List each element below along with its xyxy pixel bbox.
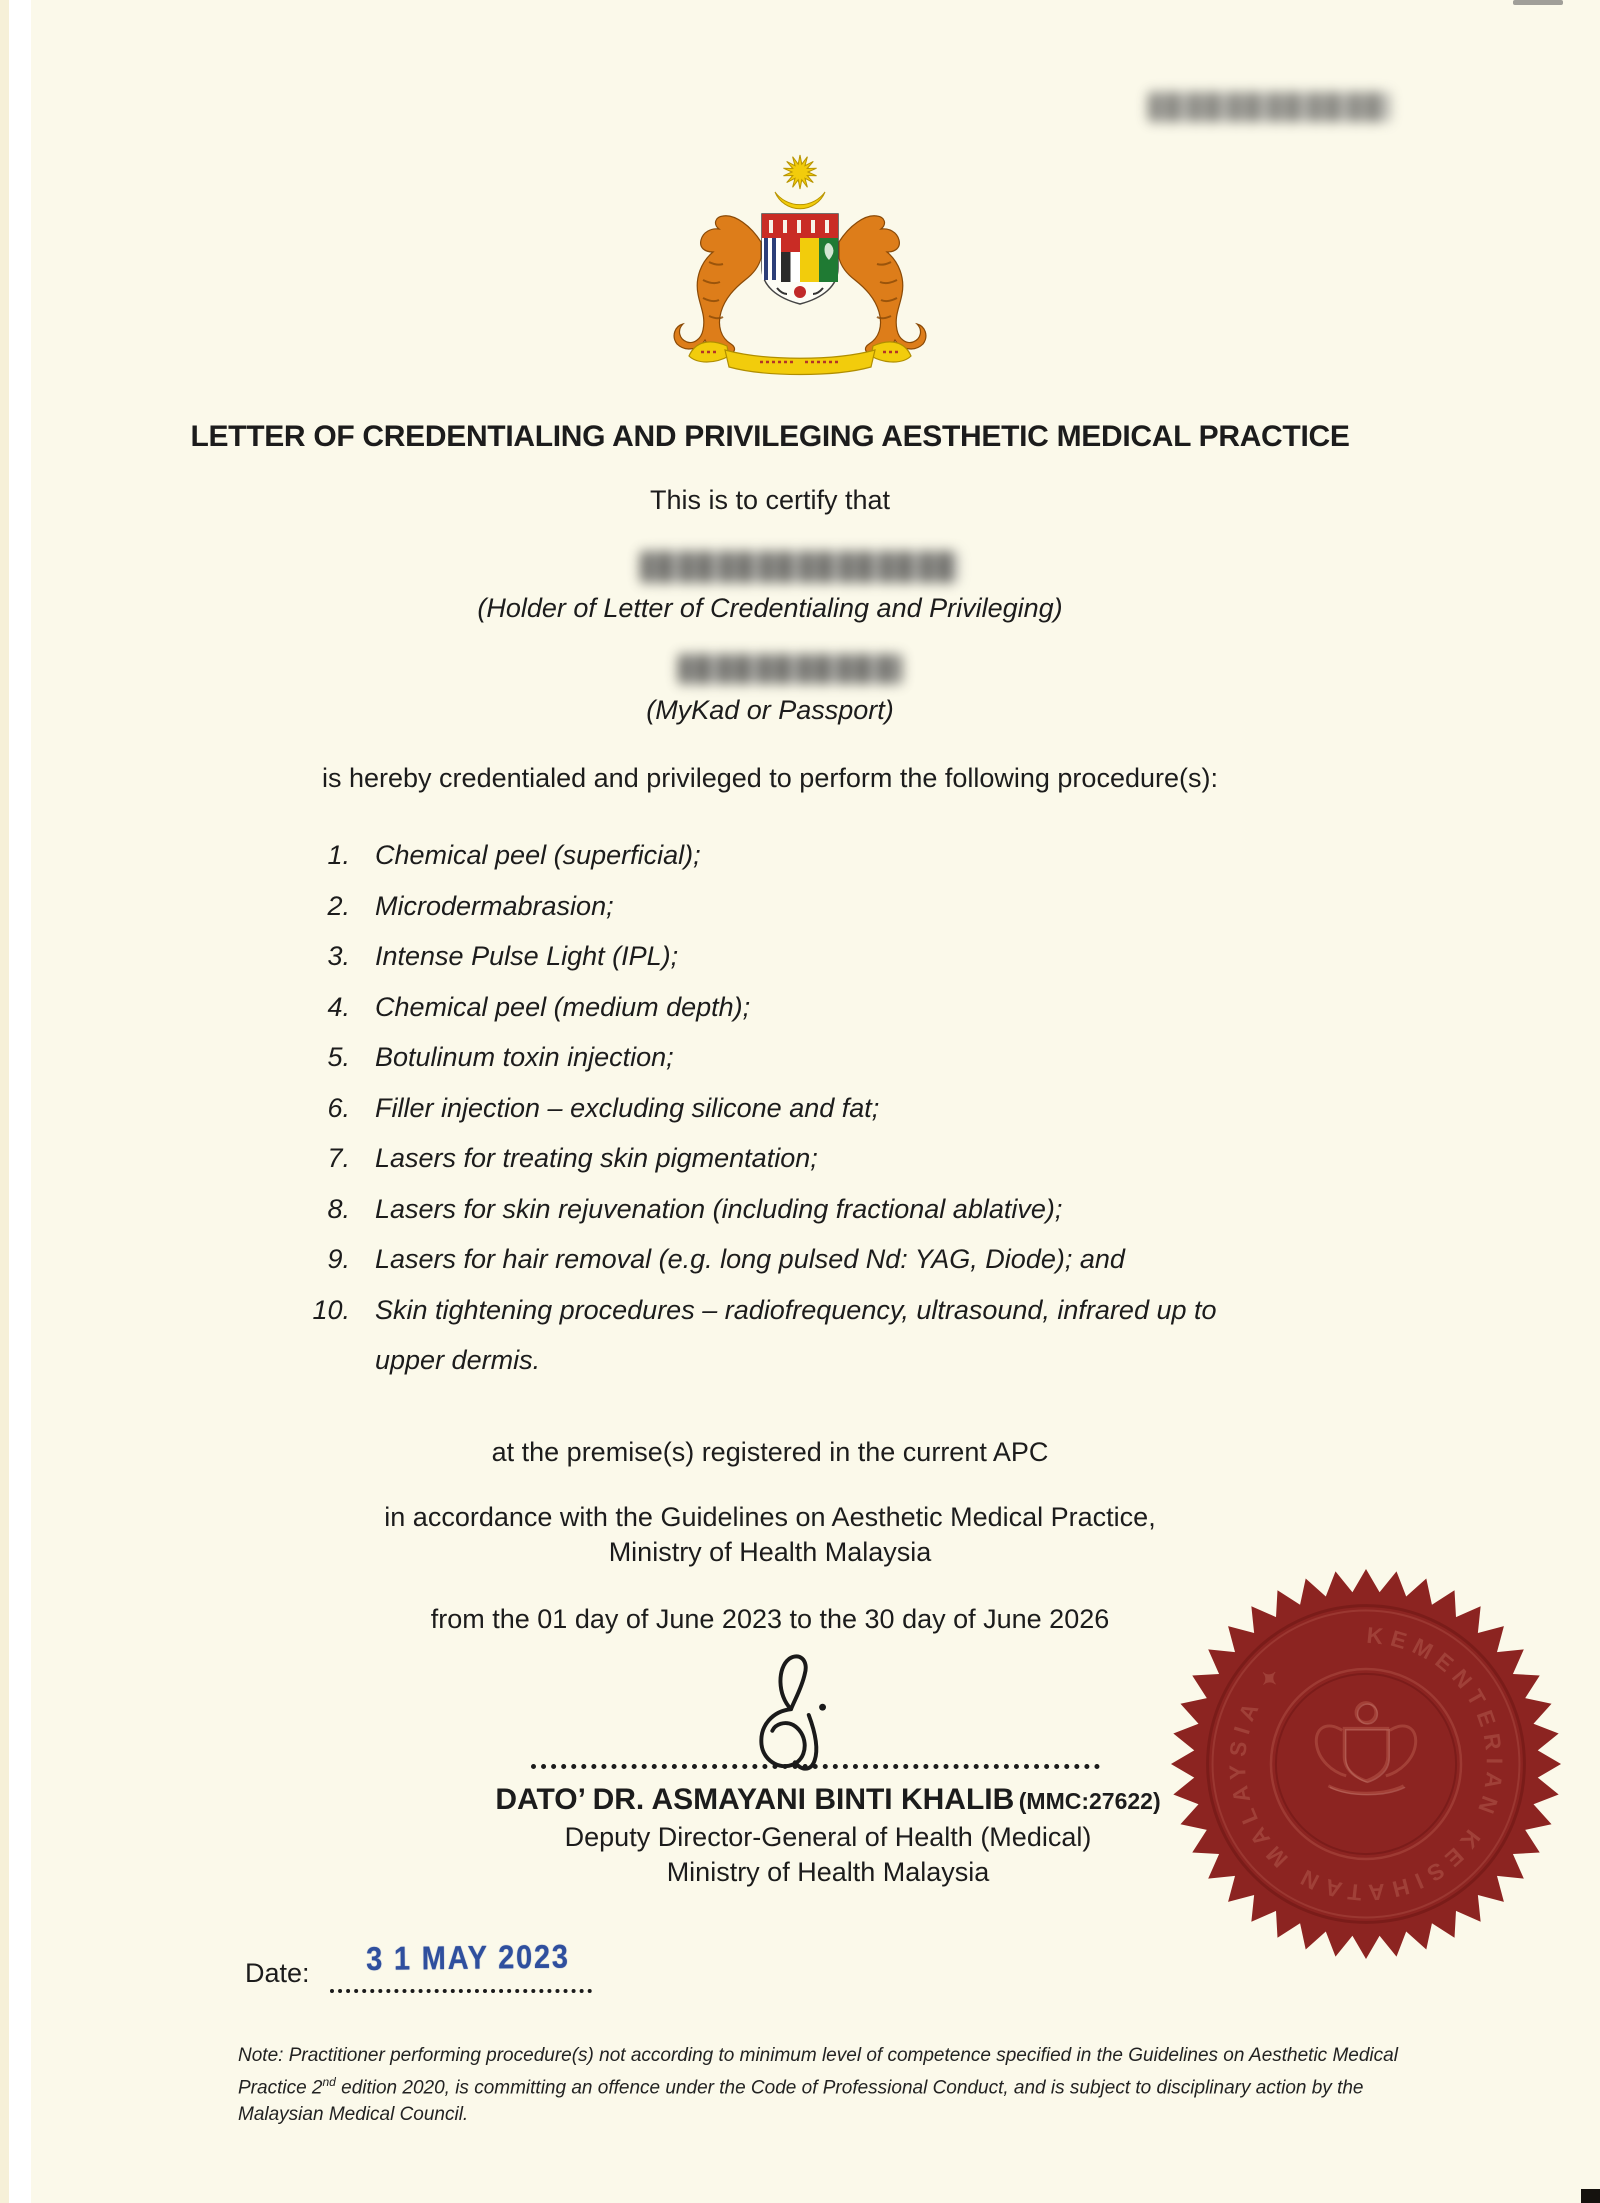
accordance-line-2: Ministry of Health Malaysia (608, 1537, 932, 1567)
procedure-number: 4. (327, 991, 350, 1022)
procedure-number: 7. (327, 1143, 350, 1173)
scan-edge-strip (0, 0, 9, 2203)
procedure-item (303, 931, 1363, 982)
id-caption: (MyKad or Passport) (646, 695, 894, 725)
procedure-number: 9. (327, 1244, 350, 1274)
crest-shield-icon (762, 214, 838, 304)
crest-crescent-icon (775, 192, 825, 209)
procedure-text: Lasers for skin rejuvenation (including fractional ablative); (375, 1193, 1063, 1224)
redacted-holder-name (640, 551, 958, 583)
document-title: LETTER OF CREDENTIALING AND PRIVILEGING AESTHETIC MEDICAL PRACTICE (190, 420, 1350, 453)
procedure-text: Chemical peel (superficial); (375, 840, 701, 870)
scan-corner-mark (1581, 2189, 1600, 2203)
procedure-item (303, 1032, 1363, 1083)
redacted-id-number (678, 654, 902, 684)
footer-note (238, 2042, 1400, 2128)
redacted-reference-code (1148, 92, 1390, 122)
procedure-item (303, 982, 1363, 1033)
procedure-number: 2. (327, 890, 350, 921)
crest-ribbon-icon (689, 342, 911, 375)
signatory-name: DATO’ DR. ASMAYANI BINTI KHALIB (495, 1783, 1015, 1816)
procedure-item (303, 1083, 1363, 1134)
premise-line: at the premise(s) registered in the current APC (491, 1437, 1049, 1467)
procedure-number: 8. (327, 1193, 350, 1224)
procedure-item (303, 1234, 1363, 1285)
ministry-embossed-seal (1168, 1566, 1564, 1962)
procedure-text: Lasers for treating skin pigmentation; (375, 1143, 818, 1173)
date-stamp: 3 1 MAY 2023 (366, 1937, 570, 1977)
procedure-number: 6. (327, 1092, 350, 1123)
procedures-list (303, 830, 1363, 1386)
procedure-number: 3. (327, 941, 350, 971)
procedure-text: Chemical peel (medium depth); (375, 991, 751, 1022)
crest-star-icon (783, 155, 816, 189)
procedure-text: Lasers for hair removal (e.g. long pulsed Nd: YAG, Diode); and (375, 1244, 1125, 1274)
signatory-ministry: Ministry of Health Malaysia (666, 1857, 990, 1887)
footer-note-text-cont: edition 2020, is committing an offence under the Code of Professional Conduct, and is subject to disciplinary action by the Malaysian Medical Council. (238, 2077, 1364, 2126)
procedure-item (303, 1184, 1363, 1235)
signature-dotted-line (531, 1736, 1100, 1769)
scan-edge-white-strip (9, 0, 31, 2203)
privilege-line: is hereby credentialed and privileged to perform the following procedure(s): (322, 763, 1218, 793)
signatory-mmc-number: (MMC:27622) (1018, 1788, 1161, 1814)
footer-note-text: Note: Practitioner performing procedure(s) not according to minimum level of competence specified in the Guidelines on Aesthetic Medical Practice 2 (238, 2045, 1398, 2099)
malaysia-coat-of-arms (665, 150, 935, 378)
certify-line: This is to certify that (649, 485, 891, 515)
footer-note-superscript: nd (322, 2075, 336, 2089)
procedure-text: Skin tightening procedures – radiofrequency, ultrasound, infrared up to upper dermis. (375, 1294, 1217, 1375)
procedure-text: Filler injection – excluding silicone and fat; (375, 1092, 880, 1123)
scan-smudge (1513, 0, 1563, 5)
procedure-text: Botulinum toxin injection; (375, 1042, 674, 1072)
validity-line: from the 01 day of June 2023 to the 30 day of June 2026 (430, 1604, 1110, 1634)
seal-text: KEMENTERIAN KESIHATAN MALAYSIA ✦ (1223, 1621, 1508, 1907)
date-label: Date: (245, 1958, 310, 1988)
procedure-item (303, 881, 1363, 932)
procedure-item (303, 830, 1363, 881)
procedure-number: 1. (327, 840, 350, 870)
accordance-line-1: in accordance with the Guidelines on Aesthetic Medical Practice, (384, 1502, 1156, 1532)
procedure-number: 10. (312, 1294, 350, 1325)
procedure-number: 5. (327, 1042, 350, 1072)
procedure-text: Intense Pulse Light (IPL); (375, 941, 679, 971)
procedure-item (303, 1285, 1363, 1386)
procedure-text: Microdermabrasion; (375, 890, 614, 921)
procedure-item (303, 1133, 1363, 1184)
signatory-title: Deputy Director-General of Health (Medical) (564, 1822, 1092, 1852)
holder-caption: (Holder of Letter of Credentialing and Privileging) (477, 593, 1063, 623)
